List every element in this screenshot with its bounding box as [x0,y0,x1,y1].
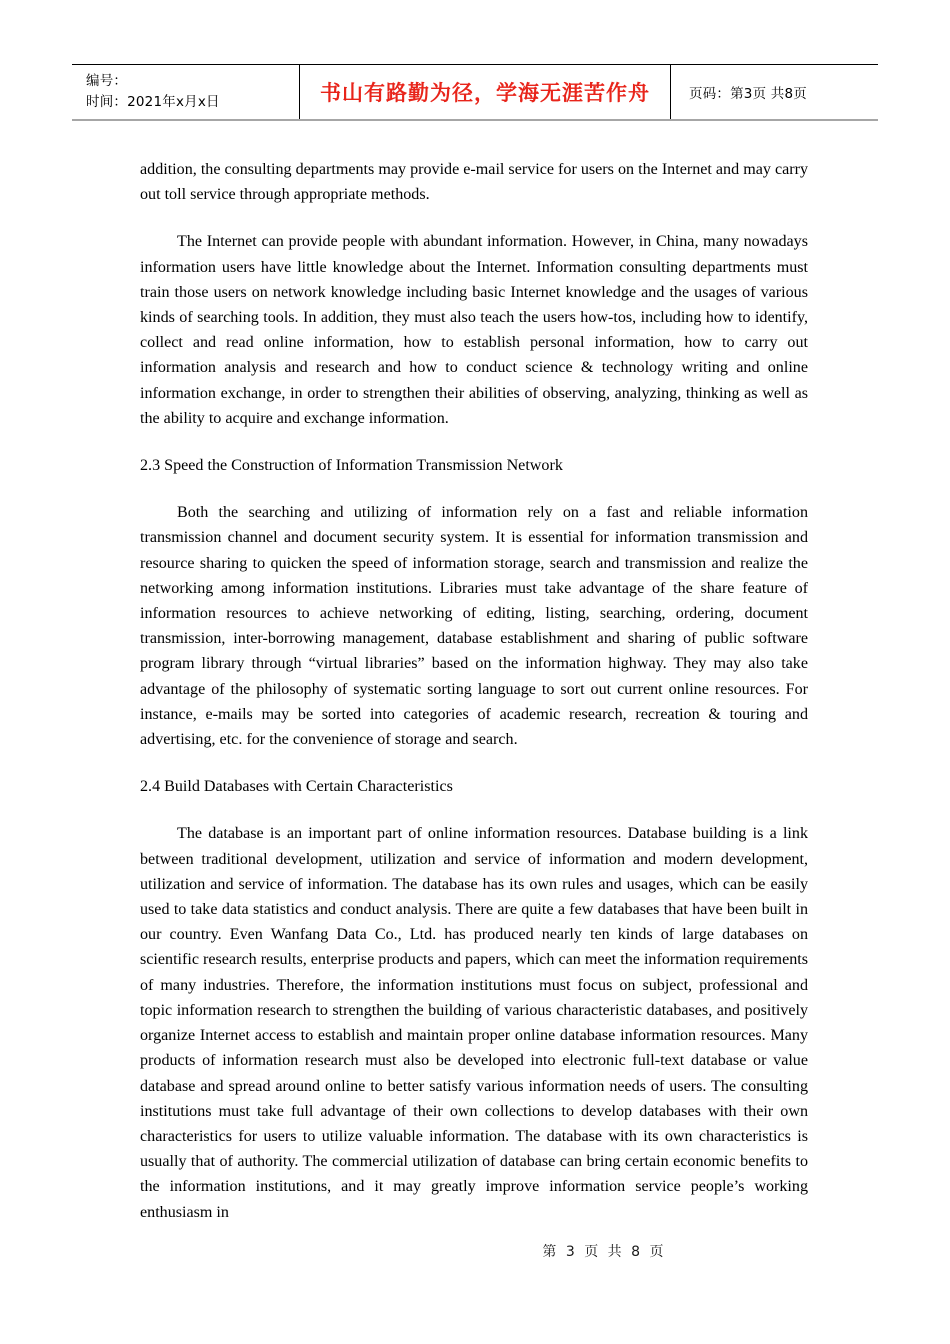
document-date-label: 时间：2021年x月x日 [86,93,220,110]
section-heading-2-4: 2.4 Build Databases with Certain Characteristics [140,778,453,796]
footer-page-number: 第 3 页 共 8 页 [542,1244,666,1260]
body-paragraph-continued: addition, the consulting departments may provide e-mail service for users on the Internet and may carry out toll service through appropriate methods. [140,161,808,204]
body-paragraph-databases: The database is an important part of online information resources. Database building is a link between traditional development, utilization and service of information and modern development, utilization and service of information. The database has its own rules and usages, which can be easily used to take data statistics and conduct analysis. There are quite a few databases that have been built in our country. Even Wanfang Data Co., Ltd. has produced nearly ten kinds of large databases on scientific research results, enterprise products and papers, which can meet the information requirements of many industries. Therefore, the information institutions must focus on subject, professional and topic information research to strengthen the building of various characteristic databases, and positively organize Internet access to establish and maintain proper online database information resources. Many products of information research must also be developed into electronic full-text database or value database and spread around online to better satisfy various information needs of users. The consulting institutions must take full advantage of their own collections to develop databases with their own characteristics for users to utilize valuable information. The database with its own characteristics is usually that of authority. The commercial utilization of database can bring certain economic benefits to the information institutions, and it may greatly improve information service people’s working enthusiasm in [140,825,808,1221]
body-paragraph-internet-training: The Internet can provide people with abundant information. However, in China, many nowadays information users have little knowledge about the Internet. Information consulting departments must train those users on network knowledge including basic Internet knowledge and the usages of various kinds of searching tools. In addition, they must also teach the users how-tos, including how to identify, collect and read online information, how to establish personal information, how to carry out information analysis and research and how to conduct science & technology writing and online information exchange, in order to strengthen their abilities of observing, analyzing, thinking as well as the ability to acquire and exchange information. [140,233,808,427]
page-footer [72,1241,878,1261]
header-cell-document-info [72,65,300,120]
document-serial-label: 编号： [86,73,128,89]
section-heading-2-3: 2.3 Speed the Construction of Information Transmission Network [140,457,563,475]
header-row [72,65,878,120]
header-slogan-text: 书山有路勤为径，学海无涯苦作舟 [320,80,650,105]
page-header-table [72,64,878,121]
document-body [140,157,808,1225]
header-cell-slogan [300,65,671,120]
header-page-info-text: 页码：第3页 共8页 [689,85,807,102]
body-paragraph-transmission-network: Both the searching and utilizing of information rely on a fast and reliable information transmission channel and document security system. It is essential for information transmission and resource sharing to quicken the speed of information storage, search and transmission and realize the networking among information institutions. Libraries must take advantage of the share feature of information resources to achieve networking of editing, listing, searching, ordering, document transmission, inter-borrowing management, database establishment and sharing of public software program library through “virtual libraries” based on the information highway. They may also take advantage of the philosophy of systematic sorting language to sort out current online resources. For instance, e-mails may be sorted into categories of academic research, recreation & touring and advertising, etc. for the convenience of storage and search. [140,504,808,749]
header-cell-page-info [671,65,879,120]
